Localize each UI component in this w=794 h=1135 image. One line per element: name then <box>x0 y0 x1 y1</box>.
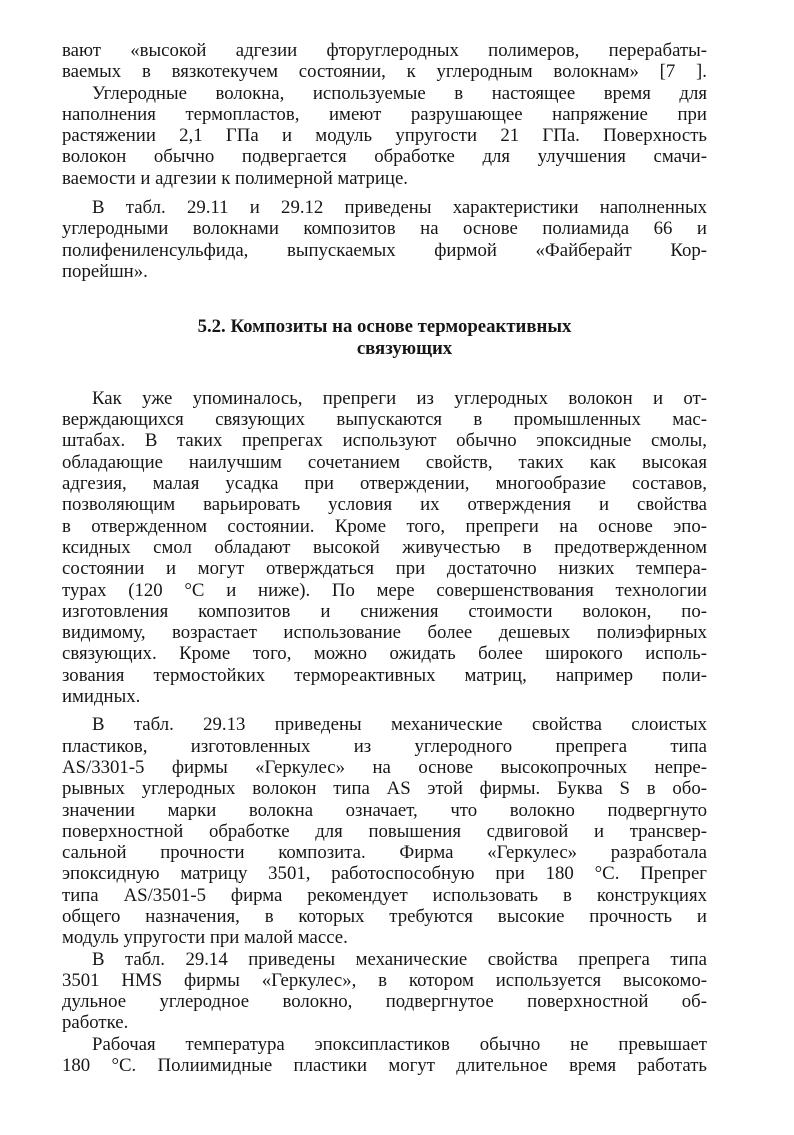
text-line: волокон обычно подвергается обработке для улучшения смачи- <box>62 146 707 168</box>
text-line: верждающихся связующих выпускаются в промышленных мас- <box>62 409 707 431</box>
section-number: 5.2. <box>197 316 226 338</box>
body-paragraph-4 <box>62 1034 707 1077</box>
text-line: AS/3301-5 фирмы «Геркулес» на основе высокопрочных непре- <box>62 756 707 778</box>
text-line: модуль упругости при малой массе. <box>62 927 348 949</box>
text-line: поверхностной обработке для повышения сдвиговой и трансвер- <box>62 820 707 842</box>
text-line: ваемости и адгезии к полимерной матрице. <box>62 167 409 189</box>
text-line: связующих. Кроме того, можно ожидать более широкого исполь- <box>62 643 707 665</box>
text-line: изготовления композитов и снижения стоимости волокон, по- <box>62 600 707 622</box>
text-line: Углеродные волокна, используемые в настоящее время для <box>92 82 707 104</box>
text-line: ксидных смол обладают высокой живучестью в предотвержденном <box>62 536 707 558</box>
text-line: зования термостойких термореактивных матриц, например поли- <box>62 664 707 686</box>
text-line: углеродными волокнами композитов на основе полиамида 66 и <box>62 218 707 240</box>
text-line: Рабочая температура эпоксипластиков обычно не превышает <box>92 1033 707 1055</box>
section-heading <box>62 316 707 359</box>
section-title-continued: связующих <box>356 337 453 359</box>
body-paragraph-2 <box>62 714 707 948</box>
text-line: растяжении 2,1 ГПа и модуль упругости 21 ГПа. Поверхность <box>62 125 707 147</box>
section-title: Композиты на основе термореактивных <box>230 316 572 338</box>
text-line: сальной прочности композита. Фирма «Геркулес» разработала <box>62 842 707 864</box>
text-line: эпоксидную матрицу 3501, работоспособную при 180 °С. Препрег <box>62 863 707 885</box>
text-line: в отвержденном состоянии. Кроме того, препреги на основе эпо- <box>62 515 707 537</box>
text-line: В табл. 29.13 приведены механические свойства слоистых <box>92 714 707 736</box>
text-line: обладающие наилучшим сочетанием свойств, таких как высокая <box>62 451 707 473</box>
text-line: порейшн». <box>62 260 148 282</box>
text-line: штабах. В таких препрегах используют обычно эпоксидные смолы, <box>62 430 707 452</box>
text-line: имидных. <box>62 686 141 708</box>
text-line: адгезия, малая усадка при отверждении, многообразие составов, <box>62 473 707 495</box>
text-line: наполнения термопластов, имеют разрушающее напряжение при <box>62 103 707 125</box>
text-line: В табл. 29.14 приведены механические свойства препрега типа <box>92 948 707 970</box>
text-line: В табл. 29.11 и 29.12 приведены характеристики наполненных <box>92 197 707 219</box>
body-paragraph-3 <box>62 949 707 1034</box>
text-line: типа AS/3501-5 фирма рекомендует использовать в конструкциях <box>62 884 707 906</box>
text-line: состоянии и могут отверждаться при достаточно низких темпера- <box>62 558 707 580</box>
text-line: рывных углеродных волокон типа AS этой фирмы. Буква S в обо- <box>62 778 707 800</box>
text-line: общего назначения, в которых требуются высокие прочность и <box>62 905 707 927</box>
text-line: вают «высокой адгезии фторуглеродных полимеров, перерабаты- <box>62 40 707 61</box>
text-line: значении марки волокна означает, что волокно подвергнуто <box>62 799 707 821</box>
section-title-line <box>62 338 707 359</box>
text-line: 180 °С. Полиимидные пластики могут длительное время работать <box>62 1055 707 1077</box>
section-title-line <box>62 316 707 337</box>
intro-paragraph <box>62 40 707 189</box>
text-line: полифениленсульфида, выпускаемых фирмой «Файберайт Кор- <box>62 239 707 261</box>
text-line: дульное углеродное волокно, подвергнутое поверхностной об- <box>62 991 707 1013</box>
text-line: пластиков, изготовленных из углеродного препрега типа <box>62 735 707 757</box>
text-line: работке. <box>62 1012 129 1034</box>
body-paragraph-1 <box>62 388 707 707</box>
text-line: позволяющим варьировать условия их отверждения и свойства <box>62 494 707 516</box>
text-line: ваемых в вязкотекучем состоянии, к углеродным волокнам» [7 ]. <box>62 61 707 83</box>
page-content <box>62 40 707 1076</box>
text-line: Как уже упоминалось, препреги из углеродных волокон и от- <box>92 387 707 409</box>
tables-reference-paragraph <box>62 197 707 282</box>
text-line: 3501 HMS фирмы «Геркулес», в котором используется высокомо- <box>62 969 707 991</box>
text-line: видимому, возрастает использование более дешевых полиэфирных <box>62 622 707 644</box>
text-line: турах (120 °С и ниже). По мере совершенствования технологии <box>62 579 707 601</box>
